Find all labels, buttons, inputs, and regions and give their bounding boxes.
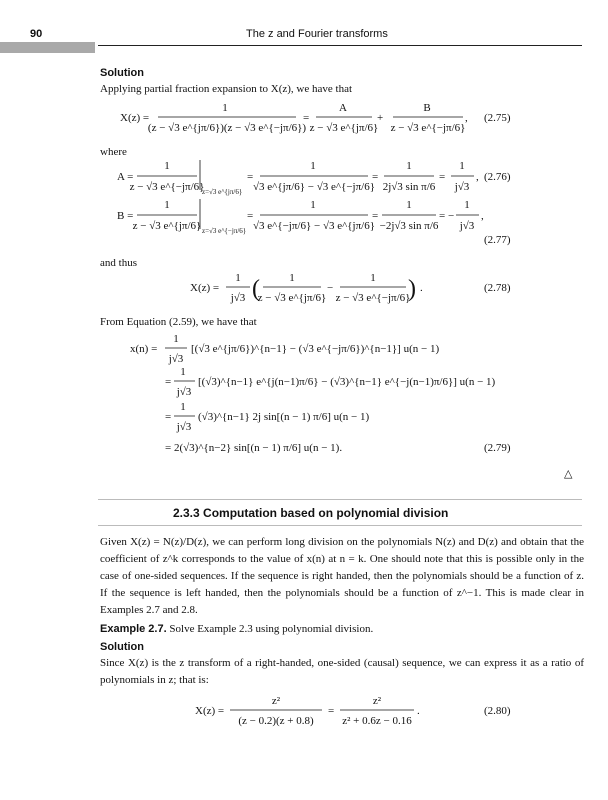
eq278-number: (2.78) <box>484 282 511 294</box>
equation-2-78 <box>190 272 511 304</box>
eq275-num1: 1 <box>222 102 228 114</box>
eq276-f1sub: z=√3 e^{jπ/6} <box>202 188 243 196</box>
eq277-f4d: j√3 <box>459 220 475 232</box>
eq276-f3n: 1 <box>406 160 412 172</box>
eq275-lhs: X(z) = <box>120 112 150 124</box>
eq279-c2d: j√3 <box>176 386 192 398</box>
example-line <box>100 623 373 636</box>
eq278-ad: z − √3 e^{jπ/6} <box>257 292 327 304</box>
eq276-f3d: 2j√3 sin π/6 <box>382 181 436 193</box>
section-rule-bottom <box>98 525 582 526</box>
equation-2-80 <box>195 695 511 727</box>
eq279-eq3: = <box>165 411 172 423</box>
eq277-minus: = − <box>439 210 455 222</box>
eq276-eq2: = <box>372 171 379 183</box>
eq279-line3: (√3)^{n−1} 2j sin[(n − 1) π/6] u(n − 1) <box>198 411 370 423</box>
solution-intro: Applying partial fraction expansion to X(z), we have that <box>100 83 353 95</box>
eq276-f1d: z − √3 e^{−jπ/6} <box>129 181 205 193</box>
eq279-line4: = 2(√3)^{n−2} sin[(n − 1) π/6] u(n − 1). <box>165 442 343 454</box>
eq280-d2: z² + 0.6z − 0.16 <box>342 715 412 727</box>
eq277-f2d: √3 e^{−jπ/6} − √3 e^{jπ/6} <box>252 220 376 232</box>
eq277-comma: , <box>481 210 484 222</box>
eq279-eq2: = <box>165 376 172 388</box>
running-title: The z and Fourier transforms <box>246 28 388 40</box>
and-thus-label: and thus <box>100 257 137 269</box>
page-number: 90 <box>30 28 43 40</box>
equation-2-79 <box>130 333 511 454</box>
from-equation-text: From Equation (2.59), we have that <box>100 316 257 328</box>
solution2-text: Since X(z) is the z transform of a right-handed, one-sided (causal) sequence, we can express it as a ratio of polynomials in z; that is: <box>100 657 584 686</box>
eq275-plus: + <box>377 112 384 124</box>
eq279-c1n: 1 <box>173 333 179 345</box>
eq277-f1n: 1 <box>164 199 170 211</box>
eq278-lparen: ( <box>252 276 260 302</box>
eq277-f4n: 1 <box>464 199 470 211</box>
eq276-f4n: 1 <box>459 160 465 172</box>
solution2-label: Solution <box>100 641 144 653</box>
eq278-an: 1 <box>289 272 295 284</box>
eq276-comma: , <box>476 171 479 183</box>
eq278-minus: − <box>327 282 334 294</box>
eq280-n1: z² <box>271 695 281 707</box>
example-text: Solve Example 2.3 using polynomial division. <box>169 623 374 635</box>
eq279-number: (2.79) <box>484 442 511 454</box>
example-label: Example 2.7. <box>100 623 167 635</box>
eq278-period: . <box>420 282 423 294</box>
eq276-lhs: A = <box>117 171 134 183</box>
eq275-number: (2.75) <box>484 112 511 124</box>
eq277-f3n: 1 <box>406 199 412 211</box>
eq277-f2n: 1 <box>310 199 316 211</box>
eq275-denB: z − √3 e^{−jπ/6} <box>390 122 466 134</box>
eq276-f1n: 1 <box>164 160 170 172</box>
eq276-eq1: = <box>247 171 254 183</box>
eq276-f2d: √3 e^{jπ/6} − √3 e^{−jπ/6} <box>252 181 376 193</box>
eq277-f1sub: z=√3 e^{−jπ/6} <box>202 227 247 235</box>
eq279-c1d: j√3 <box>168 353 184 365</box>
section-rule-top <box>98 499 582 500</box>
section-title: 2.3.3 Computation based on polynomial division <box>173 506 449 520</box>
eq277-f3d: −2j√3 sin π/6 <box>379 220 439 232</box>
eq276-f2n: 1 <box>310 160 316 172</box>
eq275-denA: z − √3 e^{jπ/6} <box>309 122 379 134</box>
eq277-eq1: = <box>247 210 254 222</box>
equation-2-75 <box>120 102 511 134</box>
eq280-tail: . <box>417 705 420 717</box>
eq275-numA: A <box>339 102 347 114</box>
end-of-example-mark: △ <box>564 468 573 480</box>
eq278-bn: 1 <box>370 272 376 284</box>
eq275-den1: (z − √3 e^{jπ/6})(z − √3 e^{−jπ/6}) <box>147 122 307 134</box>
eq280-n2: z² <box>372 695 382 707</box>
eq278-cn: 1 <box>235 272 241 284</box>
eq278-lhs: X(z) = <box>190 282 220 294</box>
eq277-eq2: = <box>372 210 379 222</box>
eq277-lhs: B = <box>117 210 134 222</box>
eq279-line1: [(√3 e^{jπ/6})^{n−1} − (√3 e^{−jπ/6})^{n−1}] u(n − 1) <box>191 343 440 355</box>
eq278-cd: j√3 <box>230 292 246 304</box>
eq275-eq: = <box>303 112 310 124</box>
eq279-c3n: 1 <box>180 401 186 413</box>
equation-2-77 <box>117 199 511 246</box>
eq278-bd: z − √3 e^{−jπ/6} <box>335 292 411 304</box>
body-paragraph: Given X(z) = N(z)/D(z), we can perform long division on the polynomials N(z) and D(z) and obtain that the coefficient of z^k corresponds to the value of x(n) at n = k. One should note that this is possible only in the case of one-sided sequences. If the sequence is right handed, then the polynomials should be a function of z. If the sequence is left handed, then the polynomials should be a function of z^−1. This is made clear in Examples 2.7 and 2.8. <box>100 536 584 616</box>
eq279-c3d: j√3 <box>176 421 192 433</box>
eq280-number: (2.80) <box>484 705 511 717</box>
where-label: where <box>100 146 127 158</box>
solution-label: Solution <box>100 67 144 79</box>
eq279-c2n: 1 <box>180 366 186 378</box>
eq279-line2: [(√3)^{n−1} e^{j(n−1)π/6} − (√3)^{n−1} e^{−j(n−1)π/6}] u(n − 1) <box>198 376 496 388</box>
eq275-numB: B <box>423 102 431 114</box>
eq276-f4d: j√3 <box>454 181 470 193</box>
eq280-eq: = <box>328 705 335 717</box>
eq279-lhs: x(n) = <box>130 343 158 355</box>
eq275-tail: , <box>465 112 468 124</box>
eq280-lhs: X(z) = <box>195 705 225 717</box>
eq276-eq3: = <box>439 171 446 183</box>
equation-2-76 <box>117 160 511 196</box>
eq278-rparen: ) <box>408 276 416 302</box>
eq280-d1: (z − 0.2)(z + 0.8) <box>238 715 314 727</box>
eq276-number: (2.76) <box>484 171 511 183</box>
eq277-number: (2.77) <box>484 234 511 246</box>
eq277-f1d: z − √3 e^{jπ/6} <box>132 220 202 232</box>
